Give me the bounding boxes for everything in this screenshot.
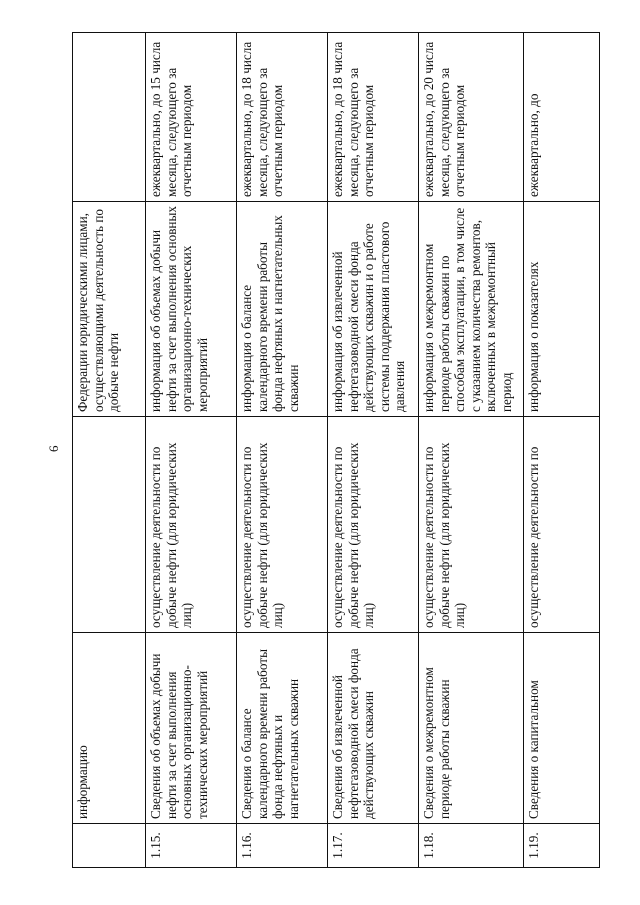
cell-period: ежеквартально, до 18 числа месяца, следующего за отчетным периодом <box>328 33 419 202</box>
cell-name: Сведения об извлеченной нефтегазоводной смеси фонда действующих скважин <box>328 633 419 824</box>
cell-name: Сведения о балансе календарного времени работы фонда нефтяных и нагнетательных скважин <box>237 633 328 824</box>
table-row-continuation <box>73 33 146 868</box>
table-row <box>146 33 237 868</box>
cell-activity: осуществление деятельности по добыче нефти (для юридических лиц) <box>328 417 419 633</box>
cell-num: 1.16. <box>237 824 328 868</box>
cell-content: информация об извлеченной нефтегазоводной смеси фонда действующих скважин и о работе системы поддержания пластового давления <box>328 202 419 417</box>
table-row <box>419 33 524 868</box>
page-number: 6 <box>46 445 61 452</box>
cell-content: информация о межремонтном периоде работы скважин по способам эксплуатации, в том числе с указанием количества ремонтов, включенных в межремонтный период <box>419 202 524 417</box>
cell-period: ежеквартально, до 15 числа месяца, следующего за отчетным периодом <box>146 33 237 202</box>
document-table <box>72 32 600 868</box>
cell-num <box>73 824 146 868</box>
cell-period: ежеквартально, до <box>524 33 600 202</box>
cell-period: ежеквартально, до 18 числа месяца, следующего за отчетным периодом <box>237 33 328 202</box>
cell-num: 1.17. <box>328 824 419 868</box>
table-row <box>328 33 419 868</box>
cell-name: информацию <box>73 633 146 824</box>
cell-activity: осуществление деятельности по <box>524 417 600 633</box>
cell-num: 1.19. <box>524 824 600 868</box>
cell-num: 1.15. <box>146 824 237 868</box>
cell-activity <box>73 417 146 633</box>
cell-content: информация о показателях <box>524 202 600 417</box>
cell-content: информация о балансе календарного времени работы фонда нефтяных и нагнетательных скважин <box>237 202 328 417</box>
cell-activity: осуществление деятельности по добыче нефти (для юридических лиц) <box>146 417 237 633</box>
cell-num: 1.18. <box>419 824 524 868</box>
cell-activity: осуществление деятельности по добыче нефти (для юридических лиц) <box>237 417 328 633</box>
cell-name: Сведения об объемах добычи нефти за счет выполнения основных организационно-технических мероприятий <box>146 633 237 824</box>
cell-period <box>73 33 146 202</box>
table-row <box>237 33 328 868</box>
cell-period: ежеквартально, до 20 числа месяца, следующего за отчетным периодом <box>419 33 524 202</box>
cell-content: информация об объемах добычи нефти за счет выполнения основных организационно-технических мероприятий <box>146 202 237 417</box>
rotated-page <box>72 33 569 868</box>
cell-activity: осуществление деятельности по добыче нефти (для юридических лиц) <box>419 417 524 633</box>
table-row <box>524 33 600 868</box>
cell-content: Федерации юридическими лицами, осуществляющими деятельность по добыче нефти <box>73 202 146 417</box>
cell-name: Сведения о капитальном <box>524 633 600 824</box>
cell-name: Сведения о межремонтном периоде работы скважин <box>419 633 524 824</box>
